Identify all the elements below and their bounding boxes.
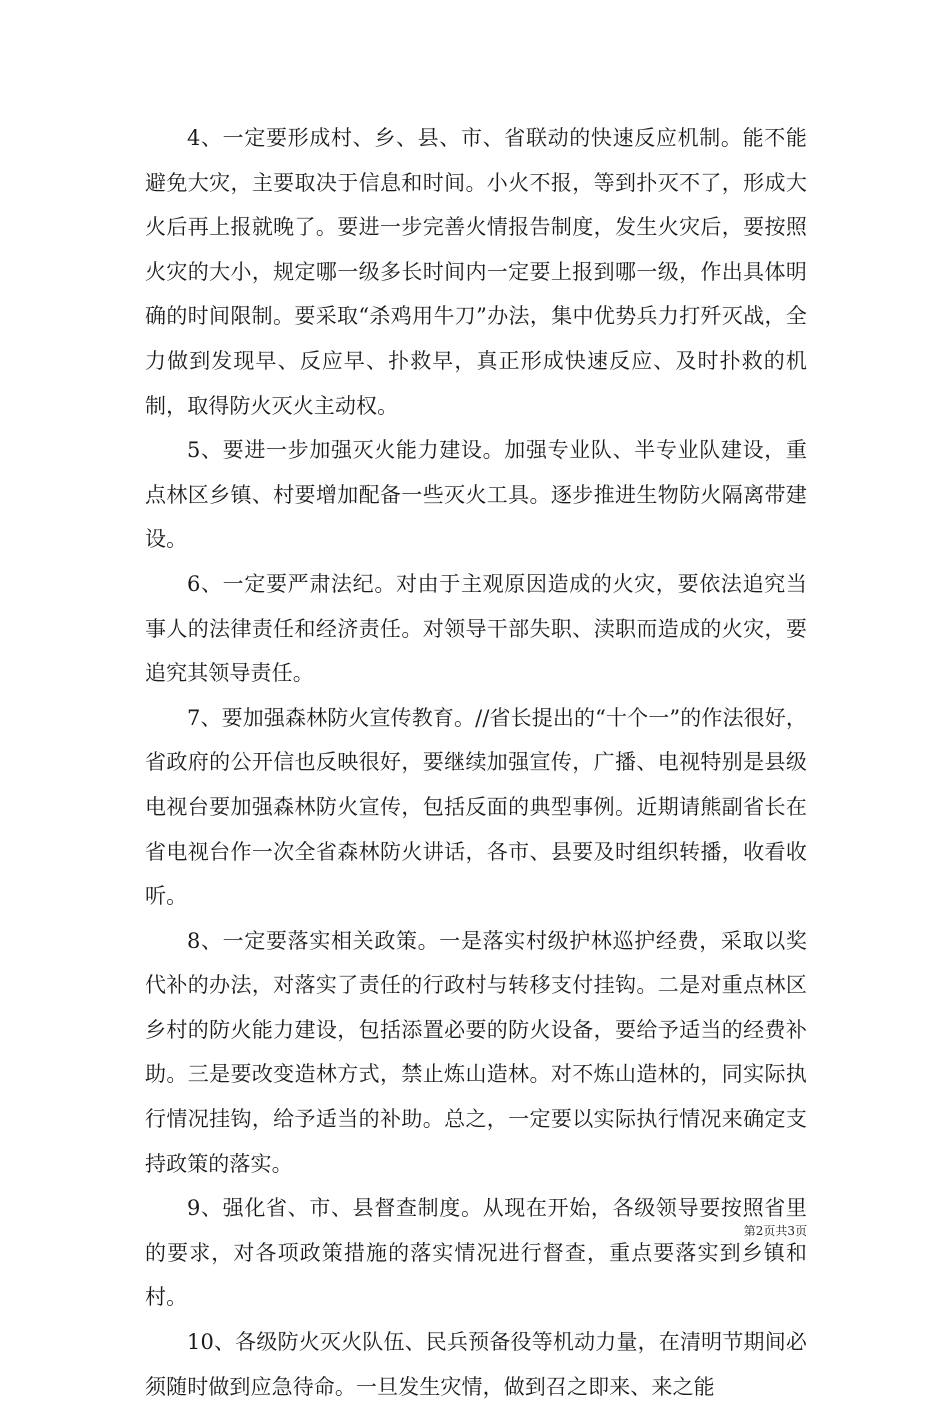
paragraph-7: 7、要加强森林防火宣传教育。//省长提出的“十个一”的作法很好，省政府的公开信也反映很好，要继续加强宣传，广播、电视特别是县级电视台要加强森林防火宣传，包括反面的典型事例。近期请熊副省长在省电视台作一次全省森林防火讲话，各市、县要及时组织转播，收看收听。 [145, 705, 807, 909]
paragraph-5: 5、要进一步加强灭火能力建设。加强专业队、半专业队建设，重点林区乡镇、村要增加配备一些灭火工具。逐步推进生物防火隔离带建设。 [145, 438, 807, 552]
paragraph-4: 4、一定要形成村、乡、县、市、省联动的快速反应机制。能不能避免大灾，主要取决于信息和时间。小火不报，等到扑灭不了，形成大火后再上报就晚了。要进一步完善火情报告制度，发生火灾后，要按照火灾的大小，规定哪一级多长时间内一定要上报到哪一级，作出具体明确的时间限制。要采取“杀鸡用牛刀”办法，集中优势兵力打歼灭战，全力做到发现早、反应早、扑救早，真正形成快速反应、及时扑救的机制，取得防火灭火主动权。 [145, 126, 807, 418]
page-number-footer: 第2页共3页 [743, 1224, 807, 1238]
paragraph-8: 8、一定要落实相关政策。一是落实村级护林巡护经费，采取以奖代补的办法，对落实了责任的行政村与转移支付挂钩。二是对重点林区乡村的防火能力建设，包括添置必要的防火设备，要给予适当的经费补助。三是要改变造林方式，禁止炼山造林。对不炼山造林的，同实际执行情况挂钩，给予适当的补助。总之，一定要以实际执行情况来确定支持政策的落实。 [145, 928, 807, 1176]
paragraph-9: 9、强化省、市、县督查制度。从现在开始，各级领导要按照省里的要求，对各项政策措施的落实情况进行督查，重点要落实到乡镇和村。 [145, 1196, 807, 1310]
document-body [145, 116, 807, 1409]
paragraph-10: 10、各级防火灭火队伍、民兵预备役等机动力量，在清明节期间必须随时做到应急待命。一旦发生灾情，做到召之即来、来之能 [145, 1330, 807, 1399]
paragraph-6: 6、一定要严肃法纪。对由于主观原因造成的火灾，要依法追究当事人的法律责任和经济责任。对领导干部失职、渎职而造成的火灾，要追究其领导责任。 [145, 571, 807, 686]
